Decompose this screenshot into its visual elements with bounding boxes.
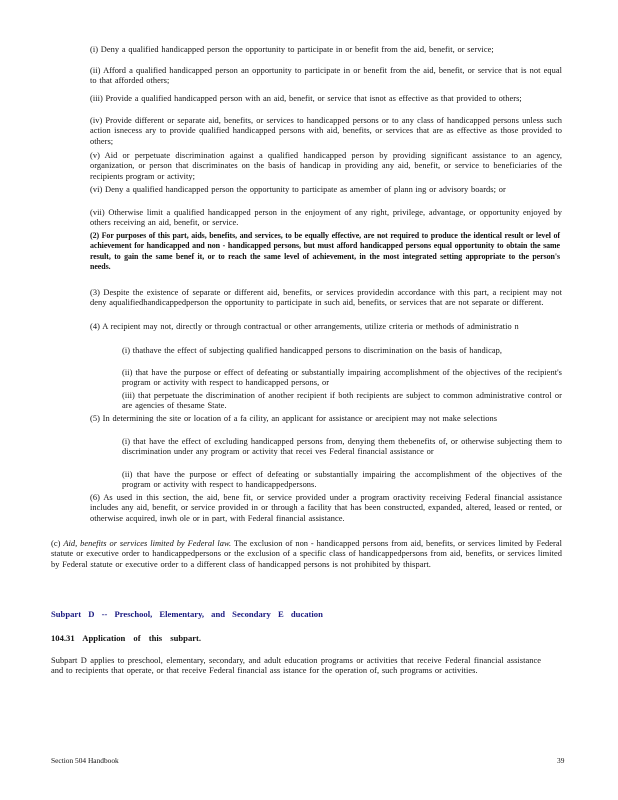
paragraph-4-ii: (ii) that have the purpose or effect of defeating or substantially impairing accomplishment of the objectives of the recipient's program or activity with respect to handicapped persons, or [122, 368, 562, 388]
paragraph-i-deny: (i) Deny a qualified handicapped person the opportunity to participate in or benefit from the aid, benefit, or service; [90, 45, 494, 54]
paragraph-ii-afford: (ii) Afford a qualified handicapped person an opportunity to participate in or benefit from the aid, benefit, or service that is not equal to that afforded others; [90, 66, 562, 86]
paragraph-iv-provide-different: (iv) Provide different or separate aid, benefits, or services to handicapped persons or to any class of handicapped persons unless such action isnecess ary to provide qualified handicapped persons with aid, benefits, or services that are as effective as those provided to others; [90, 116, 562, 146]
paragraph-vi-deny-boards: (vi) Deny a qualified handicapped person the opportunity to participate as amember of plann ing or advisory boards; or [90, 185, 506, 194]
paragraph-v-aid-perpetuate: (v) Aid or perpetuate discrimination against a qualified handicapped person by providing significant assistance to an agency, organization, or person that discriminates on the basis of handicap in providing any aid, benefit, or service to beneficiaries of the recipients program or activity; [90, 151, 562, 181]
paragraph-c-limited-by-law [51, 539, 562, 570]
paragraph-5-site-location: (5) In determining the site or location of a fa cility, an applicant for assistance or arecipient may not make selections [90, 414, 498, 423]
section-104-31-heading: 104.31 Application of this subpart. [51, 633, 202, 643]
paragraph-3-despite: (3) Despite the existence of separate or different aid, benefits, or services providedin accordance with this part, a recipient may not deny aqualifiedhandicappedperson the opportunity to participate in such aid, benefits, or services that are not separate or different. [90, 288, 562, 308]
paragraph-5-i: (i) that have the effect of excluding handicapped persons from, denying them thebenefits of, or otherwise subjecting them to discrimination under any program or activity that recei ves Federal financial assistance or [122, 437, 562, 457]
paragraph-iii-provide: (iii) Provide a qualified handicapped person with an aid, benefit, or service that isnot as effective as that provided to others; [90, 94, 522, 103]
subpart-d-heading: Subpart D -- Preschool, Elementary, and Secondary E ducation [51, 609, 323, 619]
paragraph-6-as-used: (6) As used in this section, the aid, bene fit, or service provided under a program oractivity receiving Federal financial assistance includes any aid, benefit, or service provided in or through a facility that has been constructed, expanded, altered, leased or rented, or otherwise acquired, inwh ole or in part, with Federal financial assistance. [90, 493, 562, 523]
paragraph-4-iii: (iii) that perpetuate the discrimination of another recipient if both recipients are subject to common administrative control or are agencies of thesame State. [122, 391, 562, 411]
paragraph-vii-otherwise-limit: (vii) Otherwise limit a qualified handicapped person in the enjoyment of any right, privilege, advantage, or opportunity enjoyed by others receiving an aid, benefit, or service. [90, 208, 562, 228]
paragraph-4-i: (i) thathave the effect of subjecting qualified handicapped persons to discrimination on the basis of handicap, [122, 346, 502, 355]
page-number: 39 [557, 756, 565, 765]
paragraph-c-body: The exclusion of non - handicapped persons from aid, benefits, or services limited by Federal statute or executive order to handicappedpersons or the exclusion of a specific class of handicappedpersons from aid, benefits, or services limited by Federal statute or executive order to a different class of handicapped persons is not prohibited by thispart. [51, 539, 562, 569]
paragraph-c-label: (c) [51, 539, 64, 548]
paragraph-4-recipient: (4) A recipient may not, directly or through contractual or other arrangements, utilize criteria or methods of administratio n [90, 322, 519, 331]
subpart-d-applies-paragraph: Subpart D applies to preschool, elementary, secondary, and adult education programs or activities that receive Federal financial assistance and to recipients that operate, or that receive Federal financial ass istance for the operation of, such programs or activities. [51, 656, 541, 676]
paragraph-c-title: Aid, benefits or services limited by Federal law. [63, 539, 232, 548]
paragraph-2-equally-effective: (2) For purposes of this part, aids, benefits, and services, to be equally effective, are not required to produce the identical result or level of achievement for handicapped and non - handicapped persons, but must afford handicapped persons equal opportunity to obtain the same result, to gain the same benef it, or to reach the same level of achievement, in the most integrated setting appropriate to the person's needs. [90, 231, 560, 271]
paragraph-5-ii: (ii) that have the purpose or effect of defeating or substantially impairing the accomplishment of the objectives of the program or activity with respect to handicappedpersons. [122, 470, 562, 490]
footer-title: Section 504 Handbook [51, 756, 119, 765]
